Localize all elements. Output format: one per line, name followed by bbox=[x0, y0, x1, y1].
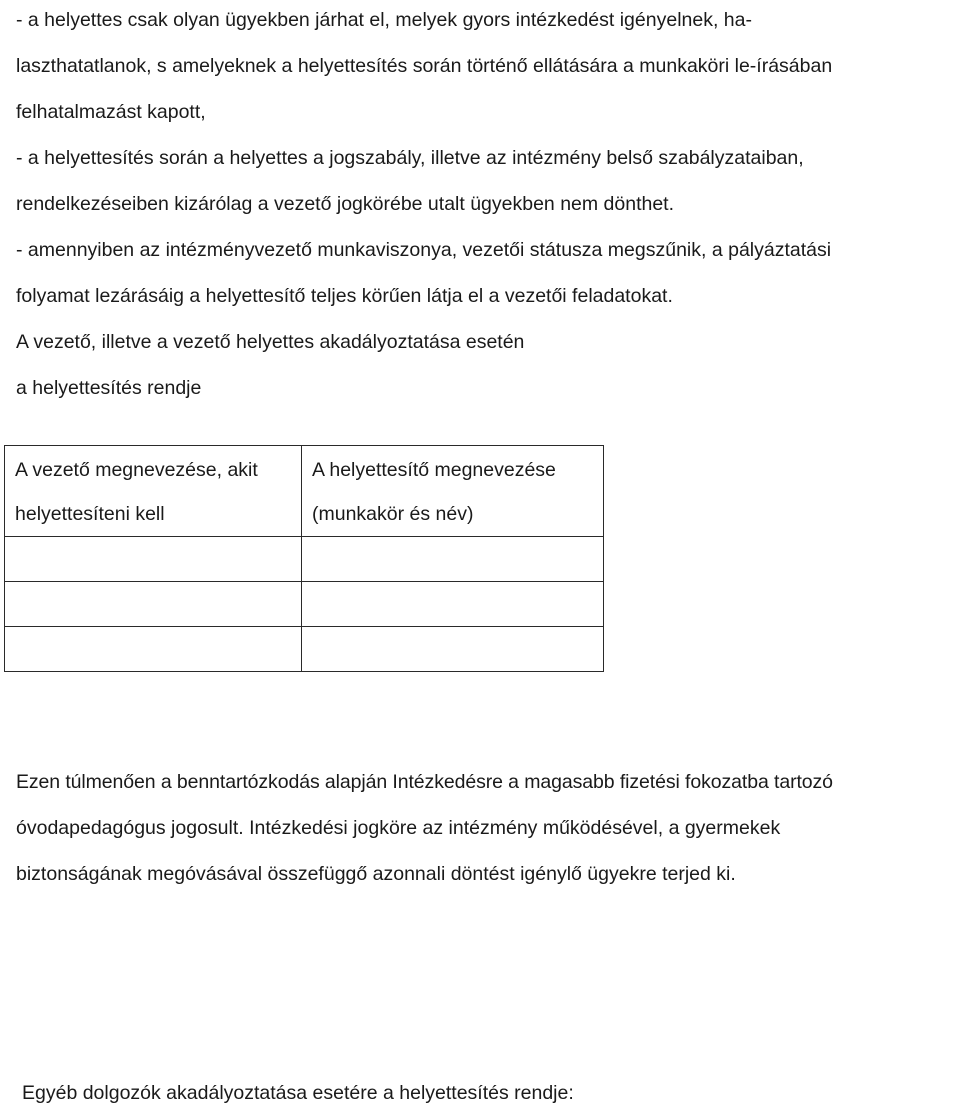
table-row bbox=[5, 537, 604, 582]
header-text: helyettesíteni kell bbox=[15, 503, 165, 525]
paragraph-line: Ezen túlmenően a benntartózkodás alapján Intézkedésre a magasabb fizetési fokozatba tartozó bbox=[16, 771, 833, 793]
paragraph-line: biztonságának megóvásával összefüggő azonnali döntést igénylő ügyekre terjed ki. bbox=[16, 863, 736, 885]
footer-heading: Egyéb dolgozók akadályoztatása esetére a helyettesítés rendje: bbox=[22, 1082, 574, 1104]
table-cell[interactable] bbox=[5, 537, 302, 582]
header-text: A helyettesítő megnevezése bbox=[312, 459, 556, 481]
section-heading: a helyettesítés rendje bbox=[16, 377, 202, 399]
header-text: (munkakör és név) bbox=[312, 503, 474, 525]
paragraph-line: óvodapedagógus jogosult. Intézkedési jogköre az intézmény működésével, a gyermekek bbox=[16, 817, 781, 839]
table-header-row bbox=[5, 446, 604, 537]
paragraph-line: felhatalmazást kapott, bbox=[16, 101, 206, 123]
header-cell-leader bbox=[5, 446, 302, 537]
section-heading: A vezető, illetve a vezető helyettes akadályoztatása esetén bbox=[16, 331, 525, 353]
table-cell[interactable] bbox=[302, 627, 604, 672]
table-cell[interactable] bbox=[5, 627, 302, 672]
header-text: A vezető megnevezése, akit bbox=[15, 459, 258, 481]
paragraph-line: - amennyiben az intézményvezető munkaviszonya, vezetői státusza megszűnik, a pályáztatási bbox=[16, 239, 832, 261]
table-row bbox=[5, 582, 604, 627]
paragraph-line: rendelkezéseiben kizárólag a vezető jogkörébe utalt ügyekben nem dönthet. bbox=[16, 193, 675, 215]
table-cell[interactable] bbox=[302, 582, 604, 627]
table-cell[interactable] bbox=[302, 537, 604, 582]
paragraph-line: - a helyettes csak olyan ügyekben járhat el, melyek gyors intézkedést igényelnek, ha- bbox=[16, 9, 752, 31]
table-cell[interactable] bbox=[5, 582, 302, 627]
paragraph-line: laszthatatlanok, s amelyeknek a helyettesítés során történő ellátására a munkaköri le-írásában bbox=[16, 55, 833, 77]
table-row bbox=[5, 627, 604, 672]
paragraph-line: - a helyettesítés során a helyettes a jogszabály, illetve az intézmény belső szabályzataiban, bbox=[16, 147, 804, 169]
substitution-table bbox=[4, 445, 604, 672]
paragraph-line: folyamat lezárásáig a helyettesítő teljes körűen látja el a vezetői feladatokat. bbox=[16, 285, 673, 307]
header-cell-substitute bbox=[302, 446, 604, 537]
